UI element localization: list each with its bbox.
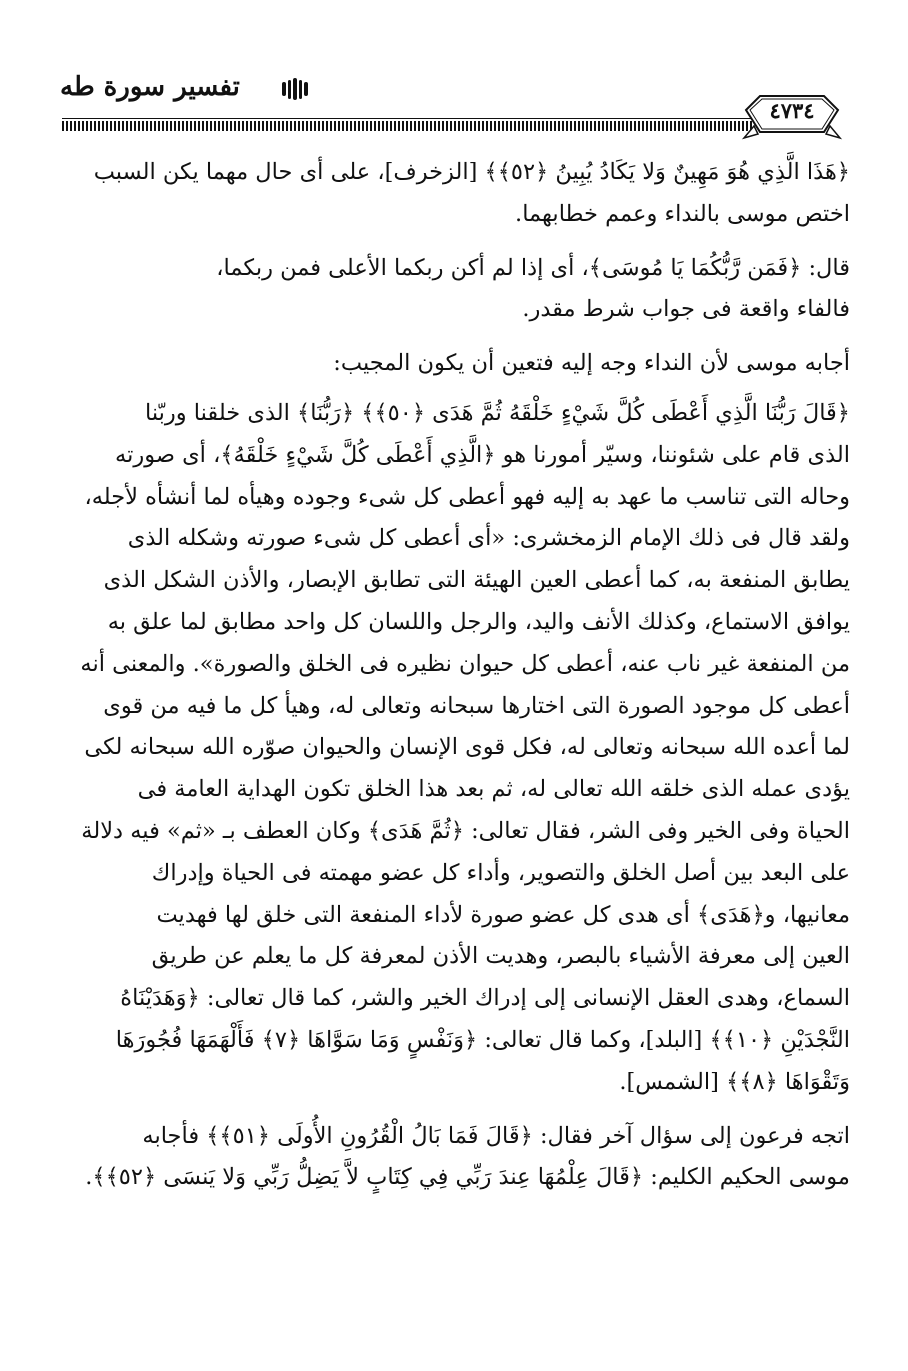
text-line: وحاله التى تناسب ما عهد به إليه فهو أعطى كل شىء وجوده وهيأه لما أنشأه لأجله،	[84, 483, 850, 510]
main-text	[68, 152, 850, 1199]
text-line: يوافق الاستماع، وكذلك الأنف واليد، والرجل واللسان كل واحد مطابق لما علق به	[107, 608, 850, 635]
text-line: ﴿قَالَ رَبُّنَا الَّذِي أَعْطَى كُلَّ شَيْءٍ خَلْقَهُ ثُمَّ هَدَى ﴿٥٠﴾﴾ ﴿رَبُّنَا﴾ الذى خلقنا وربّنا	[145, 399, 850, 426]
text-line: قال: ﴿فَمَن رَّبُّكُمَا يَا مُوسَى﴾، أى إذا لم أكن ربكما الأعلى فمن ربكما،	[216, 254, 850, 281]
header-rule-top	[62, 118, 754, 119]
text-line: من المنفعة غير ناب عنه، أعطى كل حيوان نظيره فى الخلق والصورة». والمعنى أنه	[80, 650, 850, 677]
text-line: ﴿هَذَا الَّذِي هُوَ مَهِينٌ وَلا يَكَادُ يُبِينُ ﴿٥٢﴾﴾ [الزخرف]، على أى حال مهما يكن السبب	[93, 159, 850, 185]
text-line: ولقد قال فى ذلك الإمام الزمخشرى: «أى أعطى كل شىء صورته وشكله الذى	[127, 525, 850, 552]
text-line: اتجه فرعون إلى سؤال آخر فقال: ﴿قَالَ فَمَا بَالُ الْقُرُونِ الأُولَى ﴿٥١﴾﴾ فأجابه	[142, 1122, 850, 1149]
text-line: العين إلى معرفة الأشياء بالبصر، وهديت الأذن لمعرفة كل ما يعلم عن طريق	[151, 943, 850, 970]
text-line: لما أعده الله سبحانه وتعالى له، فكل قوى الإنسان والحيوان صوّره الله سبحانه لكى	[84, 734, 850, 761]
text-line: يؤدى عمله الذى خلقه الله تعالى له، ثم بعد هذا الخلق تكون الهداية العامة فى	[137, 776, 850, 803]
text-line: النَّجْدَيْنِ ﴿١٠﴾﴾ [البلد]، وكما قال تعالى: ﴿وَنَفْسٍ وَمَا سَوَّاهَا ﴿٧﴾ فَأَلْهَمَهَا فُجُورَهَا	[115, 1026, 850, 1053]
text-line: موسى الحكيم الكليم: ﴿قَالَ عِلْمُهَا عِندَ رَبِّي فِي كِتَابٍ لاَّ يَضِلُّ رَبِّي وَلا يَنسَى ﴿٥٢﴾﴾.	[85, 1164, 850, 1191]
text-line: أعطى كل موجود الصورة التى اختارها سبحانه وتعالى له، وهيأ كل ما فيه من قوى	[103, 692, 850, 719]
page-number: ٤٧٣٤	[769, 98, 815, 123]
text-line: معانيها، و﴿هَدَى﴾ أى هدى كل عضو صورة لأداء المنفعة التى خلق لها فهديت	[156, 901, 850, 928]
text-line: الذى قام على شئوننا، وسيّر أمورنا هو ﴿الَّذِي أَعْطَى كُلَّ شَيْءٍ خَلْقَهُ﴾، أى صورته	[115, 441, 850, 468]
page-number-badge	[740, 88, 844, 142]
ornament-icon	[282, 76, 308, 102]
text-line: اختص موسى بالنداء وعمم خطابهما.	[515, 200, 850, 227]
page-header	[60, 66, 850, 116]
text-line: الحياة وفى الخير وفى الشر، فقال تعالى: ﴿ثُمَّ هَدَى﴾ وكان العطف بـ «ثم» فيه دلالة	[81, 817, 850, 844]
text-line: السماع، وهدى العقل الإنسانى إلى إدراك الخير والشر، كما قال تعالى: ﴿وَهَدَيْنَاهُ	[120, 985, 850, 1012]
text-line: على البعد بين أصل الخلق والتصوير، وأداء كل عضو مهمته فى الحياة وإدراك	[151, 859, 850, 886]
surah-title: تفسير سورة طه	[60, 72, 240, 102]
header-rule	[62, 121, 754, 131]
text-line: أجابه موسى لأن النداء وجه إليه فتعين أن يكون المجيب:	[333, 350, 850, 377]
text-line: وَتَقْوَاهَا ﴿٨﴾﴾ [الشمس].	[619, 1068, 850, 1095]
text-line: فالفاء واقعة فى جواب شرط مقدر.	[522, 296, 850, 323]
text-line: يطابق المنفعة به، كما أعطى العين الهيئة التى تطابق الإبصار، والأذن الشكل الذى	[103, 567, 850, 594]
